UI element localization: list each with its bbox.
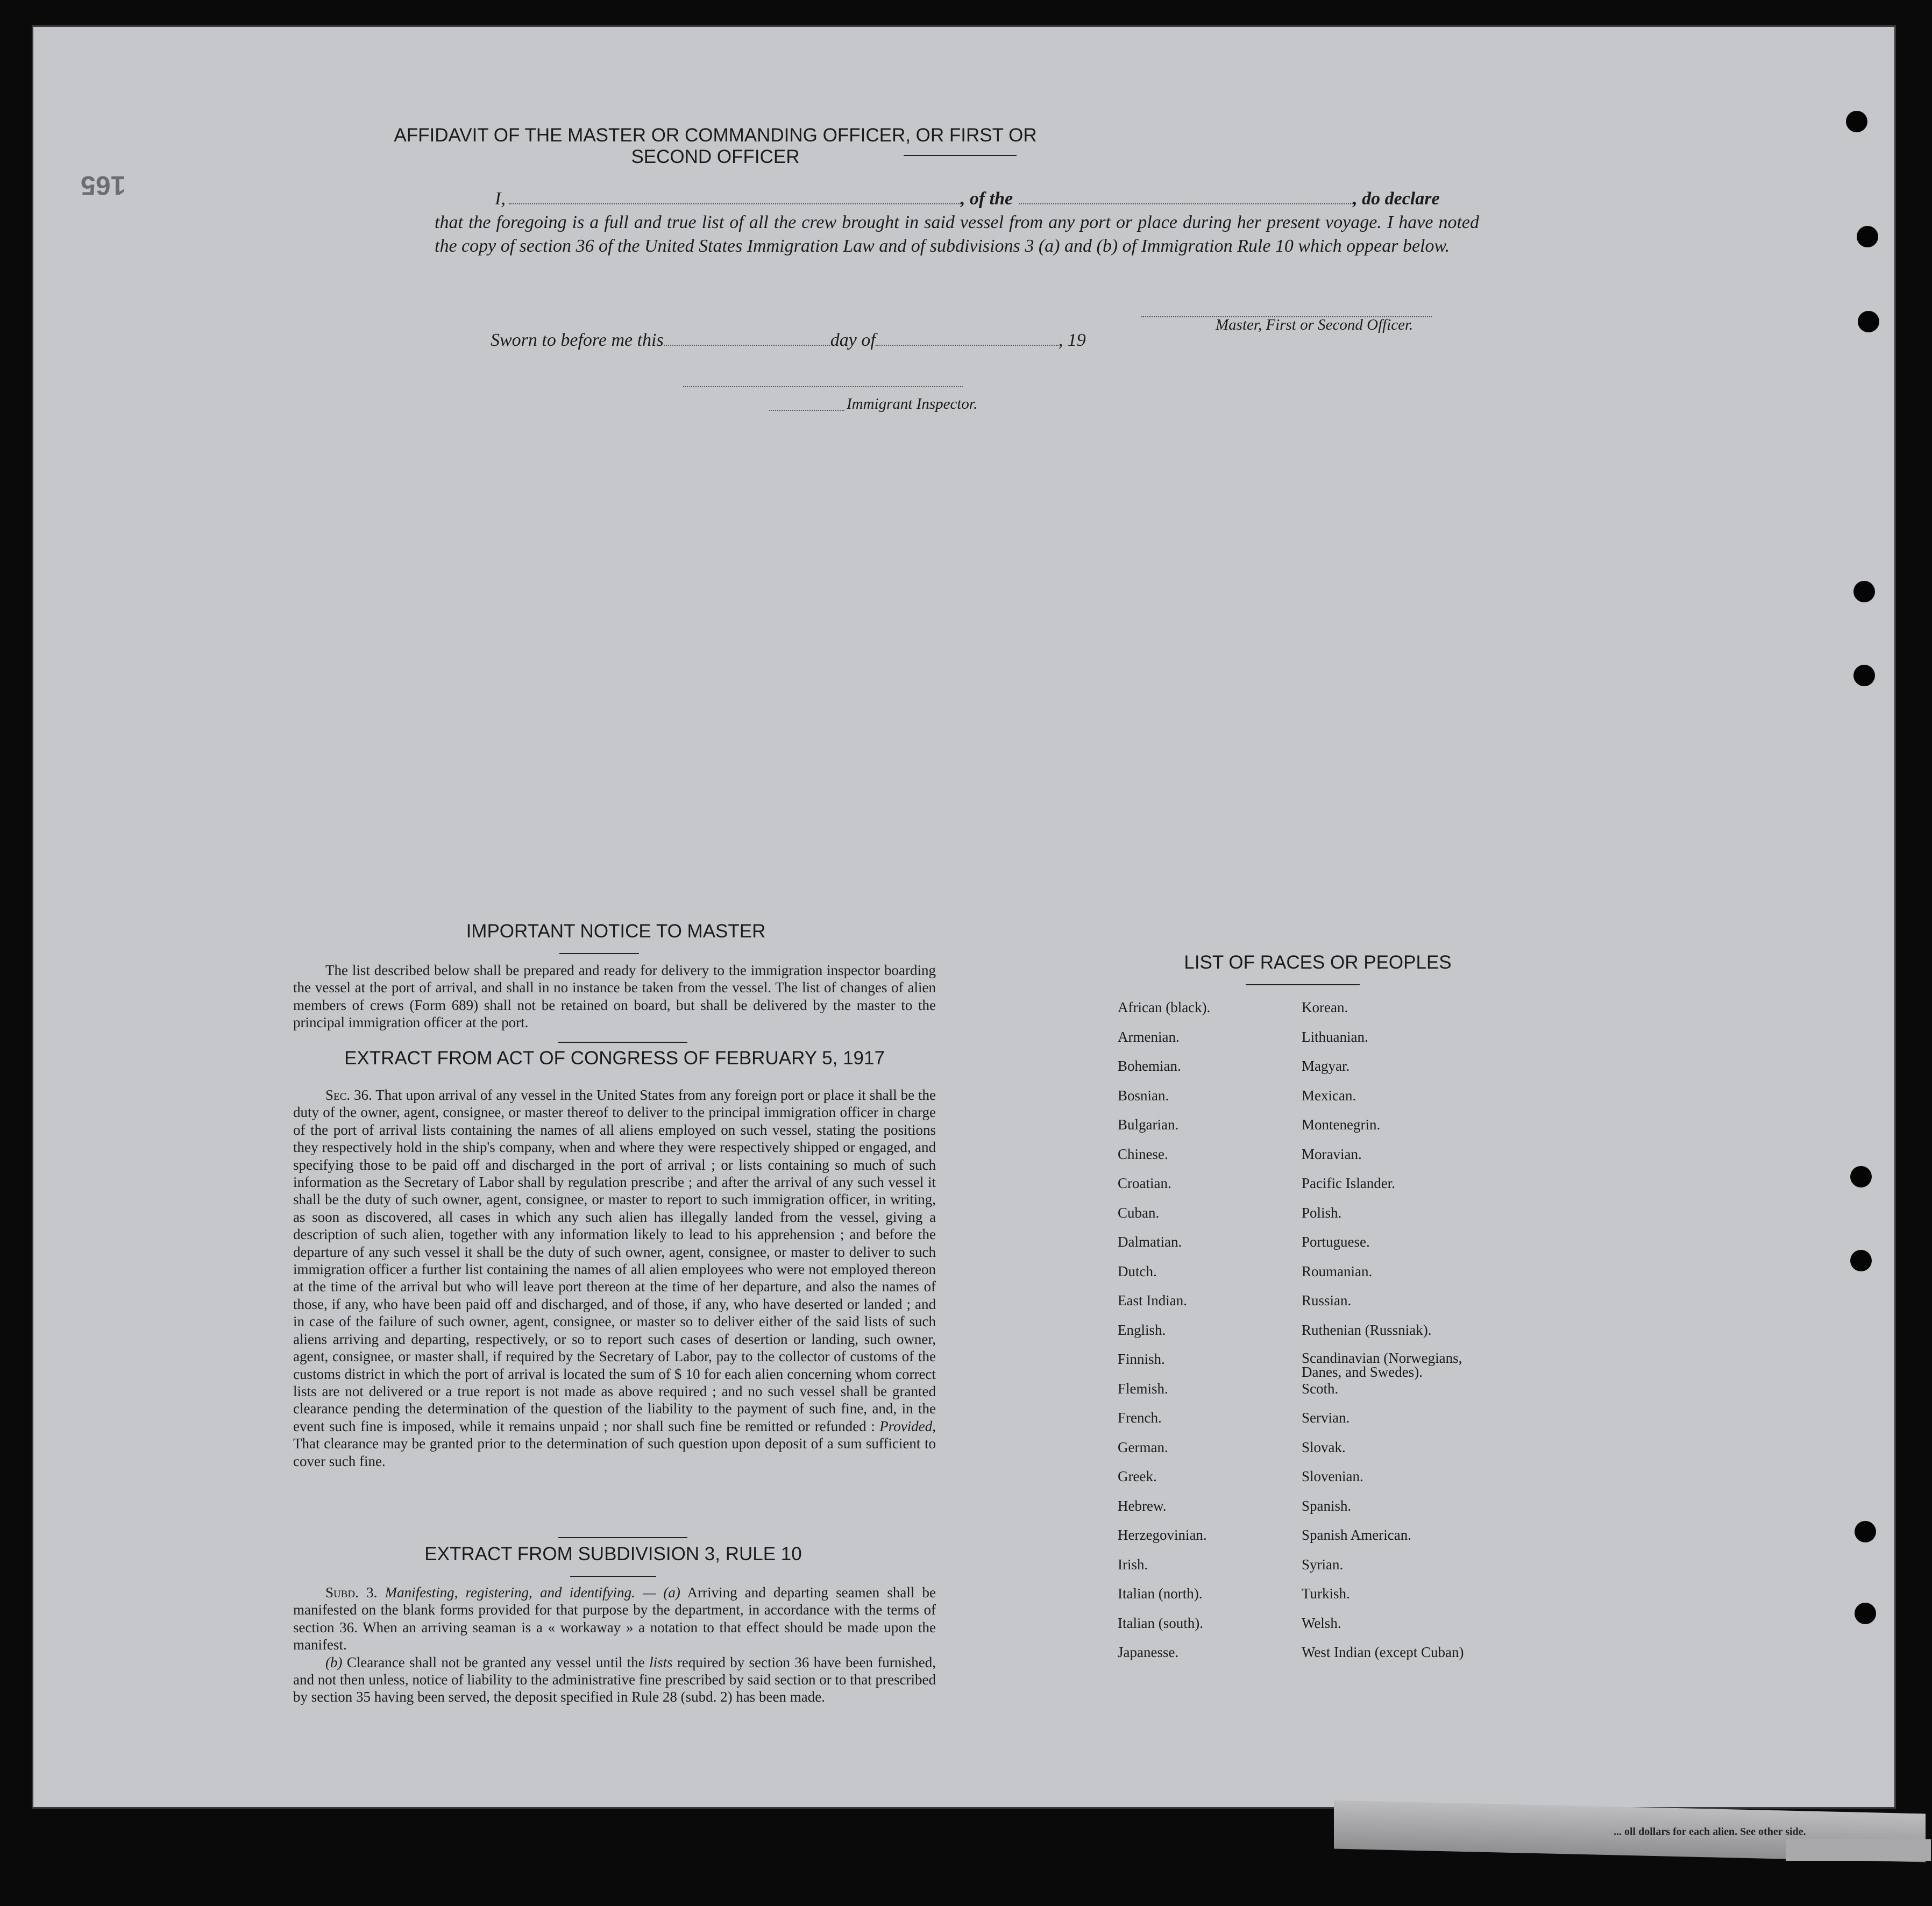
race-list-item: Servian. [1302,1410,1350,1426]
binder-hole [1857,226,1878,247]
subd-b-text-1: Clearance shall not be granted any vessel until the [346,1654,645,1670]
act-body-end: That clearance may be granted prior to the determination of such question upon deposit of a sum sufficient to cover such fine. [293,1435,936,1469]
race-list-item: Scoth. [1302,1380,1339,1397]
race-list-item: Mexican. [1302,1087,1356,1104]
race-list-item: Lithuanian. [1302,1028,1368,1045]
affidavit-title: AFFIDAVIT OF THE MASTER OR COMMANDING OFFICER, OR FIRST OR SECOND OFFICER [394,125,1037,167]
rule-extract-title: EXTRACT FROM SUBDIVISION 3, RULE 10 [424,1544,802,1564]
race-list-item: East Indian. [1118,1292,1187,1308]
document-page [33,27,1894,1807]
subd-heading: Manifesting, registering, and identifying. — [385,1584,656,1601]
race-list-item: Herzegovinian. [1118,1527,1207,1543]
race-list-item: French. [1118,1410,1162,1426]
affidavit-first-line [435,187,1479,211]
race-list-item: Slovak. [1302,1439,1346,1455]
race-list-item: Bosnian. [1118,1087,1169,1104]
race-list-item: English. [1118,1321,1166,1338]
subd-b-text-2: required by section 36 have been furnished, and not then unless, notice of liability to the administrative fine prescribed by said section or to that prescribed by section 35 having been served, the deposit specified in Rule 28 (subd. 2) has been made. [293,1654,936,1705]
name-field-line [509,191,961,204]
binder-hole [1855,1603,1876,1624]
inspector-signature-line [683,374,963,387]
do-declare-label: , do declare [1353,189,1440,209]
races-title: LIST OF RACES OR PEOPLES [1184,952,1452,973]
sworn-line [491,330,1086,351]
race-list-item: Finnish. [1118,1351,1165,1367]
race-list-item: Scandinavian (Norwegians, Danes, and Swedes). [1302,1350,1462,1380]
race-list-item: Flemish. [1118,1380,1168,1397]
race-list-item: Italian (north). [1118,1585,1203,1602]
race-list-item: Pacific Islander. [1302,1175,1395,1191]
i-label: I, [495,189,506,209]
binder-hole [1858,311,1879,332]
act-body: That upon arrival of any vessel in the United States from any foreign port or place it shall be the duty of the owner, agent, consignee, or master thereof to deliver to the principal immigration officer in charge of the port of arrival lists containing the names of all aliens employed on such vessel, stating the positions they respectively hold in the ship's company, when and where they were respectively shipped or engaged, and specifying those to be paid off and discharged in the port of arrival ; or lists containing so much of such information as the Secretary of Labor shall by regulation prescribe ; and after the arrival of any such vessel it shall be the duty of such owner, agent, consignee, or master to report to such immigration officer, in writing, as soon as discovered, all cases in which any such alien has illegally landed from the vessel, giving a description of such alien, together with any information likely to lead to his apprehension ; and before the departure of any such vessel it shall be the duty of such owner, agent, consignee, or master to deliver to such immigration officer a further list containing the names of all alien employees who were not employed thereon at the time of the arrival but who will leave port thereon at the time of her departure, and also the names of those, if any, who have been paid off and discharged, and of those, if any, who have deserted or landed ; and in case of the failure of such owner, agent, consignee, or master so to deliver either of the said lists of such aliens arriving and departing, respectively, or so to report such cases of desertion or landing, such owner, agent, consignee, or master shall, if required by the Secretary of Labor, pay to the collector of customs of the customs district in which the port of arrival is located the sum of $ 10 for each alien concerning whom correct lists are not delivered or a true report is not made as above required ; and no such vessel shall be granted clearance pending the determination of the question of the liability to the payment of such fine, and, in the event such fine is imposed, while it remains unpaid ; nor shall such fine be remitted or refunded : [293,1087,936,1434]
race-list-item: Greek. [1118,1468,1157,1484]
notice-rule [559,953,639,954]
race-list-item: German. [1118,1439,1168,1455]
race-list-item: Welsh. [1302,1615,1341,1631]
race-list-item: Russian. [1302,1292,1352,1308]
year-label: , 19 [1058,330,1086,350]
binder-hole [1853,581,1875,602]
races-column-2 [1302,999,1495,1674]
race-list-item: Montenegrin. [1302,1116,1381,1133]
race-list-item: Bulgarian. [1118,1116,1179,1133]
races-rule [1246,984,1360,985]
binder-hole [1855,1521,1876,1542]
rule-extract-rule [570,1576,656,1577]
race-list-item: Japanesse. [1118,1644,1179,1660]
act-extract-text [293,1086,936,1470]
binder-hole [1853,665,1875,686]
rule-extract-text [293,1584,936,1706]
day-of-label: day of [830,330,876,350]
race-list-item: West Indian (except Cuban) [1302,1644,1464,1660]
race-list-item: Irish. [1118,1556,1148,1573]
races-column-1 [1118,999,1295,1674]
affidavit-body: that the foregoing is a full and true list of all the crew brought in said vessel from any port or place during her present voyage. I have noted the copy of section 36 of the United States Immigration Law and of subdivisions 3 (a) and (b) of Immigration Rule 10 which oppear below. [435,212,1479,256]
subd-a-label: (a) [663,1584,680,1601]
race-list-item: Dalmatian. [1118,1234,1182,1250]
subd-b-paragraph [293,1654,936,1706]
notice-title: IMPORTANT NOTICE TO MASTER [466,921,766,942]
race-list-item: Cuban. [1118,1204,1160,1221]
master-signature-label: Master, First or Second Officer. [1216,316,1414,333]
underlying-page-text: ... oll dollars for each alien. See other side. [1614,1826,1806,1838]
race-list-item: Croatian. [1118,1175,1171,1191]
sworn-month-line [876,333,1059,346]
race-list-item: Dutch. [1118,1263,1157,1279]
race-list-item: Polish. [1302,1204,1342,1221]
sec-label: Sec. 36. [325,1087,372,1103]
sworn-label: Sworn to before me this [491,330,664,350]
binder-hole [1850,1166,1872,1187]
of-the-label: , of the [960,189,1013,209]
act-end-rule [558,1537,687,1538]
subd-b-label: (b) [325,1654,343,1670]
binder-hole [1850,1250,1872,1271]
race-list-item: Bohemian. [1118,1058,1181,1074]
underlying-page-edge-2 [1786,1839,1931,1861]
act-provided: Provided, [879,1418,936,1434]
race-list-item: Roumanian. [1302,1263,1373,1279]
subd-b-lists: lists [649,1654,673,1670]
race-list-item: Ruthenian (Russniak). [1302,1321,1432,1338]
race-list-item: Portuguese. [1302,1234,1370,1250]
race-list-item: Hebrew. [1118,1497,1167,1514]
binder-hole [1846,111,1867,132]
vessel-field-line [1019,191,1353,204]
race-list-item: Italian (south). [1118,1615,1203,1631]
sworn-day-line [664,333,830,346]
inspector-label: Immigrant Inspector. [847,395,978,413]
notice-text: The list described below shall be prepared and ready for delivery to the immigration inspector boarding the vessel at the port of arrival, and shall in no instance be taken from the vessel. The list of changes of alien members of crews (Form 689) shall not be retained on board, but shall be delivered by the master to the principal immigration officer at the port. [293,962,936,1031]
notice-end-rule [558,1042,687,1043]
race-list-item: African (black). [1118,999,1211,1015]
race-list-item: Armenian. [1118,1028,1180,1045]
race-list-item: Chinese. [1118,1146,1168,1162]
master-signature-line [1141,304,1432,317]
margin-page-number: 165 [81,170,126,201]
act-extract-title: EXTRACT FROM ACT OF CONGRESS OF FEBRUARY 5, 1917 [344,1048,885,1069]
subd-label: Subd. 3. [325,1584,378,1601]
race-list-item: Magyar. [1302,1058,1350,1074]
race-list-item: Korean. [1302,999,1348,1015]
race-list-item: Spanish American. [1302,1527,1411,1543]
race-list-item: Syrian. [1302,1556,1344,1573]
race-list-item: Turkish. [1302,1585,1350,1602]
title-rule [904,155,1017,156]
affidavit-text [435,187,1479,258]
race-list-item: Spanish. [1302,1497,1352,1514]
subd-a-text: Arriving and departing seamen shall be manifested on the blank forms provided for that purpose by the department, in accordance with the terms of section 36. When an arriving seaman is a « workaway » a notation to that effect should be made upon the manifest. [293,1584,936,1653]
race-list-item: Slovenian. [1302,1468,1363,1484]
inspector-short-line [769,398,844,411]
race-list-item: Moravian. [1302,1146,1362,1162]
subd-a-paragraph [293,1584,936,1654]
